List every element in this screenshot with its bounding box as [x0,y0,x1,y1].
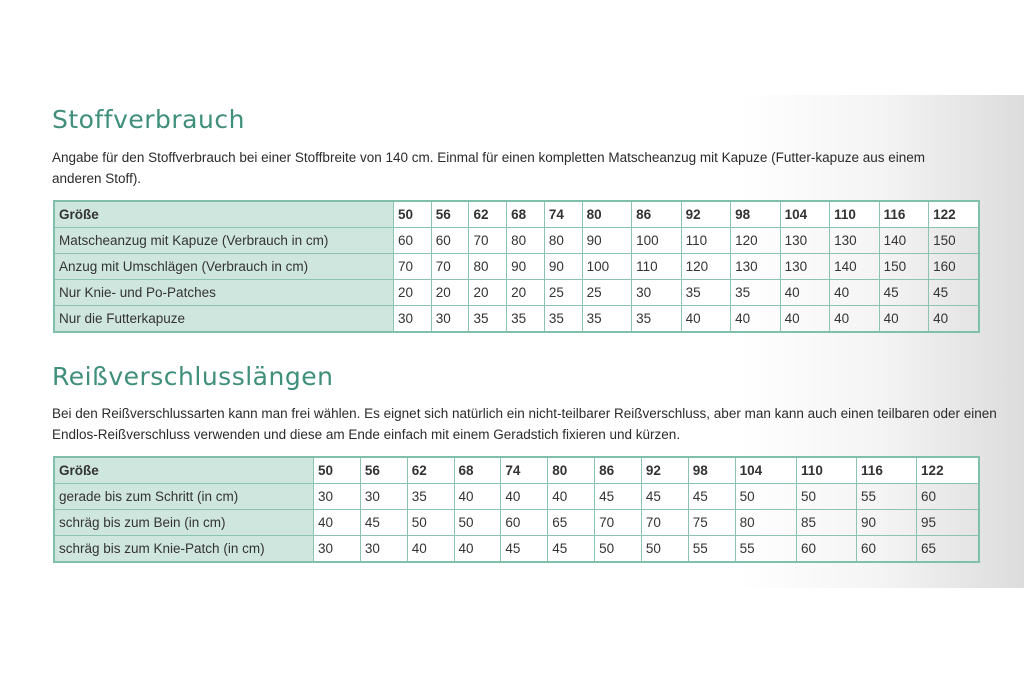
table-cell: 35 [632,306,682,333]
size-header: 62 [469,201,507,228]
table-cell: 40 [407,536,454,563]
size-header: 68 [507,201,545,228]
fabric-consumption-table [53,200,980,333]
table-cell: 45 [879,280,929,306]
table-cell: 50 [407,510,454,536]
table-row [54,306,979,333]
table-cell: 40 [314,510,361,536]
table-cell: 35 [407,484,454,510]
table-cell: 65 [917,536,979,563]
table-cell: 30 [394,306,432,333]
section-title-stoffverbrauch: Stoffverbrauch [52,105,245,134]
table-cell: 85 [797,510,857,536]
table-cell: 130 [830,228,880,254]
table-cell: 75 [688,510,735,536]
table-cell: 60 [431,228,469,254]
table-cell: 40 [501,484,548,510]
table-cell: 120 [731,228,781,254]
table-cell: 40 [879,306,929,333]
table-cell: 45 [641,484,688,510]
size-header: 98 [688,457,735,484]
table-cell: 30 [314,484,361,510]
row-label: Matscheanzug mit Kapuze (Verbrauch in cm) [54,228,394,254]
table-cell: 140 [879,228,929,254]
table-cell: 150 [929,228,979,254]
row-label: gerade bis zum Schritt (in cm) [54,484,314,510]
table-row [54,536,979,563]
table-cell: 45 [501,536,548,563]
table-cell: 55 [735,536,796,563]
size-header: 50 [314,457,361,484]
table-cell: 100 [632,228,682,254]
table-cell: 40 [929,306,979,333]
size-header: 50 [394,201,432,228]
table-row [54,228,979,254]
table-cell: 110 [681,228,731,254]
table-cell: 40 [454,536,501,563]
size-header: 80 [548,457,595,484]
intro-reissverschluss: Bei den Reißverschlussarten kann man frei wählen. Es eignet sich natürlich ein nicht-teilbarer Reißverschluss, aber man kann auch einen teilbaren oder einen Endlos-Reißverschluss verwenden und diese am Ende einfach mit einem Geradstich fixieren und kürzen. [52,406,997,442]
size-header: 110 [797,457,857,484]
table-cell: 55 [857,484,917,510]
zipper-length-table [53,456,980,563]
table-cell: 35 [469,306,507,333]
table-cell: 110 [632,254,682,280]
table-cell: 35 [544,306,582,333]
table-cell: 90 [857,510,917,536]
table-cell: 90 [507,254,545,280]
table-cell: 40 [548,484,595,510]
size-header: 86 [595,457,642,484]
table-cell: 60 [917,484,979,510]
size-header: 104 [780,201,830,228]
table-cell: 25 [544,280,582,306]
table-cell: 50 [797,484,857,510]
table-cell: 50 [454,510,501,536]
table-header-row [54,457,979,484]
table-cell: 60 [797,536,857,563]
size-header: 98 [731,201,781,228]
table-cell: 20 [431,280,469,306]
table-cell: 40 [454,484,501,510]
table-cell: 40 [681,306,731,333]
table-cell: 50 [735,484,796,510]
size-header: 122 [917,457,979,484]
table-cell: 80 [735,510,796,536]
table-cell: 130 [780,228,830,254]
table-cell: 30 [431,306,469,333]
size-header: 74 [501,457,548,484]
table-cell: 30 [360,536,407,563]
table-cell: 70 [394,254,432,280]
table-cell: 140 [830,254,880,280]
size-header: 92 [681,201,731,228]
table-cell: 120 [681,254,731,280]
table-cell: 55 [688,536,735,563]
size-header: 56 [360,457,407,484]
table-row [54,484,979,510]
table-cell: 40 [830,306,880,333]
table-cell: 30 [314,536,361,563]
size-header: 122 [929,201,979,228]
table-header-row [54,201,979,228]
size-header: 86 [632,201,682,228]
table-cell: 80 [469,254,507,280]
size-header: 116 [857,457,917,484]
header-label: Größe [54,201,394,228]
table-cell: 160 [929,254,979,280]
table-cell: 35 [507,306,545,333]
table-cell: 60 [501,510,548,536]
table-cell: 30 [360,484,407,510]
table-cell: 40 [830,280,880,306]
section-title-reissverschluss: Reißverschlusslängen [52,362,334,391]
table-cell: 25 [582,280,632,306]
table-cell: 45 [688,484,735,510]
table-cell: 80 [507,228,545,254]
intro-stoffverbrauch: Angabe für den Stoffverbrauch bei einer Stoffbreite von 140 cm. Einmal für einen kompletten Matscheanzug mit Kapuze (Futter-kapuze aus einem anderen Stoff). [52,150,925,186]
table-cell: 35 [681,280,731,306]
table-cell: 50 [641,536,688,563]
table-cell: 60 [394,228,432,254]
size-header: 104 [735,457,796,484]
table-cell: 45 [360,510,407,536]
row-label: schräg bis zum Knie-Patch (in cm) [54,536,314,563]
table-cell: 65 [548,510,595,536]
header-label: Größe [54,457,314,484]
table-cell: 45 [595,484,642,510]
size-header: 56 [431,201,469,228]
size-header: 74 [544,201,582,228]
table-cell: 35 [582,306,632,333]
table-cell: 150 [879,254,929,280]
table-cell: 20 [469,280,507,306]
table-cell: 95 [917,510,979,536]
table-cell: 60 [857,536,917,563]
table-cell: 40 [780,280,830,306]
table-cell: 70 [469,228,507,254]
row-label: Nur Knie- und Po-Patches [54,280,394,306]
table-cell: 70 [641,510,688,536]
table-cell: 30 [632,280,682,306]
size-header: 80 [582,201,632,228]
table-cell: 40 [731,306,781,333]
size-header: 110 [830,201,880,228]
table-cell: 50 [595,536,642,563]
table-cell: 90 [544,254,582,280]
table-cell: 130 [780,254,830,280]
row-label: Anzug mit Umschlägen (Verbrauch in cm) [54,254,394,280]
table-row [54,280,979,306]
table-cell: 35 [731,280,781,306]
table-row [54,510,979,536]
table-cell: 45 [548,536,595,563]
table-cell: 70 [595,510,642,536]
table-row [54,254,979,280]
table-cell: 130 [731,254,781,280]
table-cell: 100 [582,254,632,280]
size-header: 68 [454,457,501,484]
size-header: 92 [641,457,688,484]
size-header: 62 [407,457,454,484]
size-header: 116 [879,201,929,228]
row-label: schräg bis zum Bein (in cm) [54,510,314,536]
table-cell: 20 [394,280,432,306]
table-cell: 80 [544,228,582,254]
table-cell: 45 [929,280,979,306]
table-cell: 20 [507,280,545,306]
row-label: Nur die Futterkapuze [54,306,394,333]
table-cell: 40 [780,306,830,333]
table-cell: 70 [431,254,469,280]
table-cell: 90 [582,228,632,254]
